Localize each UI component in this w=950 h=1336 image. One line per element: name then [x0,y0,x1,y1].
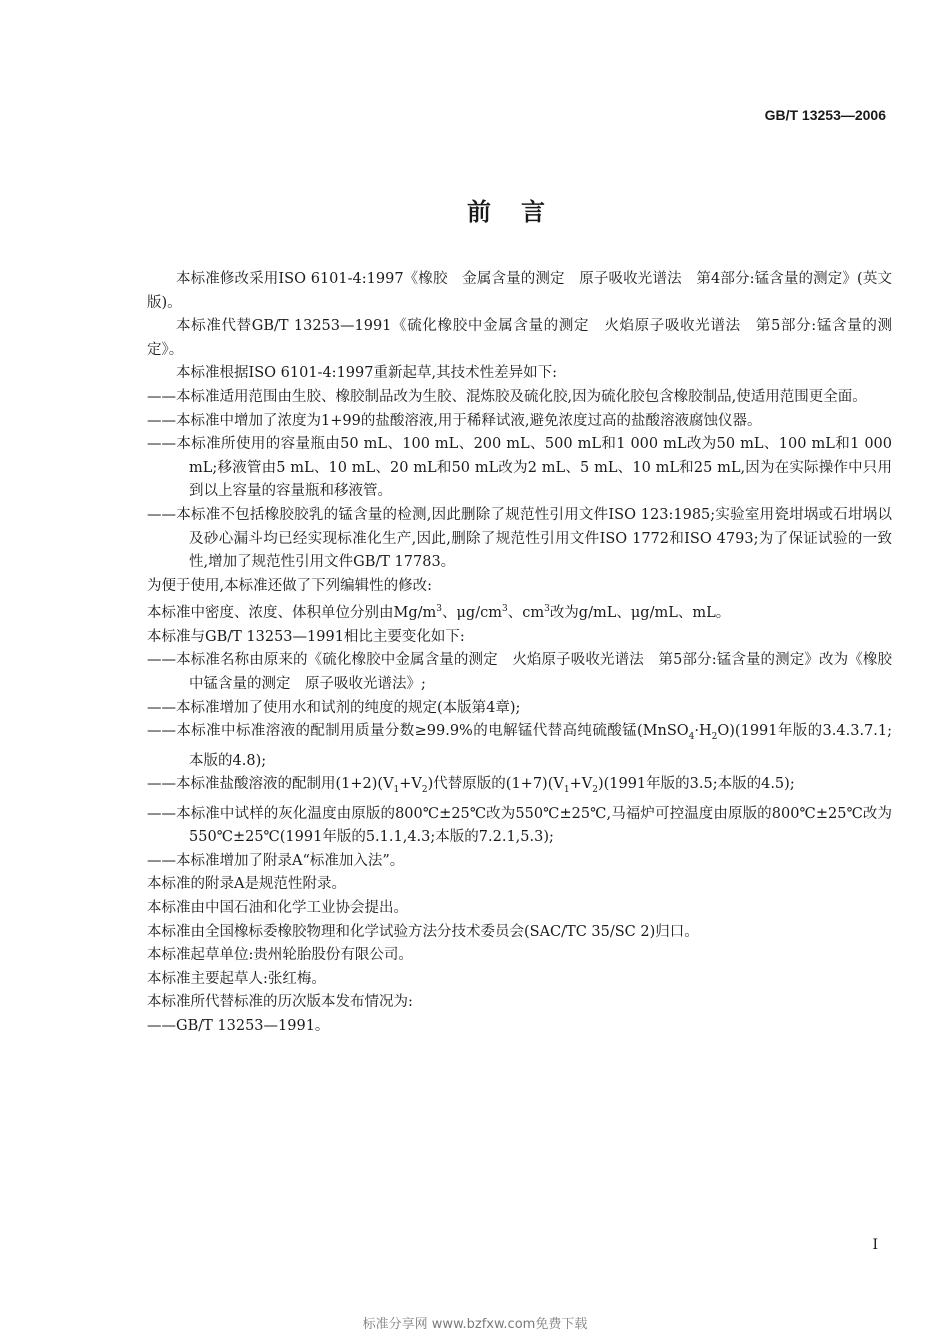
c4-text-b: +V [399,776,422,793]
difference-item-hcl: ——本标准中增加了浓度为1+99的盐酸溶液,用于稀释试液,避免浓度过高的盐酸溶液腐蚀仪器。 [147,412,762,429]
c3-sub-4: 4 [688,732,695,742]
history-item: ——GB/T 13253—1991。 [147,1018,330,1035]
c4-text-c: )代替原版的(1+7)(V [427,776,564,793]
paragraph-annex: 本标准的附录A是规范性附录。 [147,876,346,893]
paragraph-proposer: 本标准由中国石油和化学工业协会提出。 [147,900,408,917]
paragraph-drafting-unit: 本标准起草单位:贵州轮胎股份有限公司。 [147,947,413,964]
c4-sub-4: 2 [592,785,598,796]
change-item-annex: ——本标准增加了附录A“标准加入法”。 [147,852,405,869]
difference-item-scope: ——本标准适用范围由生胶、橡胶制品改为生胶、混炼胶及硫化胶,因为硫化胶包含橡胶制品,使适用范围更全面。 [147,388,867,405]
c3-text-a: ——本标准中标准溶液的配制用质量分数≥99.9%的电解锰代替高纯硫酸锰(MnSO [147,723,689,740]
page-number: I [872,1237,878,1253]
c4-sub-2: 2 [421,785,428,796]
difference-item-latex: ——本标准不包括橡胶胶乳的锰含量的检测,因此删除了规范性引用文件ISO 123:1985;实验室用瓷坩埚或石坩埚以及砂心漏斗均已经实现标准化生产,因此,删除了规范性引用文件ISO 1772和ISO 4793;为了保证试验的一致性,增加了规范性引用文件GB/T 17783。 [147,506,892,571]
paragraph-replacement: 本标准代替GB/T 13253—1991《硫化橡胶中金属含量的测定 火焰原子吸收光谱法 第5部分:锰含量的测定》。 [147,318,892,358]
difference-item-glassware: ——本标准所使用的容量瓶由50 mL、100 mL、200 mL、500 mL和1 000 mL改为50 mL、100 mL和1 000 mL;移液管由5 mL、10 mL、20 mL和50 mL改为2 mL、5 mL、10 mL和25 mL,因为在实际操作中只用到以上容量的容量瓶和移液管。 [147,436,892,500]
paragraph-changes-intro: 本标准与GB/T 13253—1991相比主要变化如下: [147,628,465,645]
c3-text-b: ·H [694,723,712,740]
paragraph-editorial-intro: 为便于使用,本标准还做了下列编辑性的修改: [147,577,432,594]
change-item-purity: ——本标准增加了使用水和试剂的纯度的规定(本版第4章); [147,699,521,716]
c4-text-a: ——本标准盐酸溶液的配制用(1+2)(V [147,776,394,793]
c4-sub-3: 1 [563,785,570,796]
c4-text-e: )(1991年版的3.5;本版的4.5); [597,776,795,793]
c4-sub-1: 1 [393,785,400,796]
page-title: 前言 [467,197,575,226]
change-item-title: ——本标准名称由原来的《硫化橡胶中金属含量的测定 火焰原子吸收光谱法 第5部分:锰含量的测定》改为《橡胶中锰含量的测定 原子吸收光谱法》; [147,652,892,692]
units-sup-3: 3 [544,604,550,615]
paragraph-history-intro: 本标准所代替标准的历次版本发布情况为: [147,994,413,1011]
foreword-body [147,268,892,1039]
units-text-a: 本标准中密度、浓度、体积单位分别由Mg/m [147,605,437,622]
units-sup-2: 3 [501,604,508,615]
units-sup-1: 3 [436,604,442,615]
paragraph-drafter: 本标准主要起草人:张红梅。 [147,970,326,987]
c3-text-c: O)(1991年版的3.4.3.7.1;本版的4.8); [189,723,892,769]
change-item-standard-solution [147,720,892,773]
paragraph-differences-intro: 本标准根据ISO 6101-4:1997重新起草,其技术性差异如下: [176,365,557,382]
change-item-hcl-ratio [147,773,892,802]
paragraph-adoption: 本标准修改采用ISO 6101-4:1997《橡胶 金属含量的测定 原子吸收光谱法 第4部分:锰含量的测定》(英文版)。 [147,271,892,311]
change-item-ashing: ——本标准中试样的灰化温度由原版的800℃±25℃改为550℃±25℃,马福炉可控温度由原版的800℃±25℃改为550℃±25℃(1991年版的5.1.1,4.3;本版的7.2.1,5.3); [147,805,892,846]
standard-code: GB/T 13253—2006 [764,107,886,123]
paragraph-committee: 本标准由全国橡标委橡胶物理和化学试验方法分技术委员会(SAC/TC 35/SC 2)归口。 [147,923,699,940]
c3-sub-2: 2 [711,732,718,742]
units-text-b: 、μg/cm [442,605,502,622]
units-text-d: 改为g/mL、μg/mL、mL。 [549,605,731,622]
c4-text-d: +V [569,776,593,793]
paragraph-units [147,598,892,625]
units-text-c: 、cm [507,605,545,622]
footer-watermark: 标准分享网 www.bzfxw.com免费下载 [362,1317,588,1332]
